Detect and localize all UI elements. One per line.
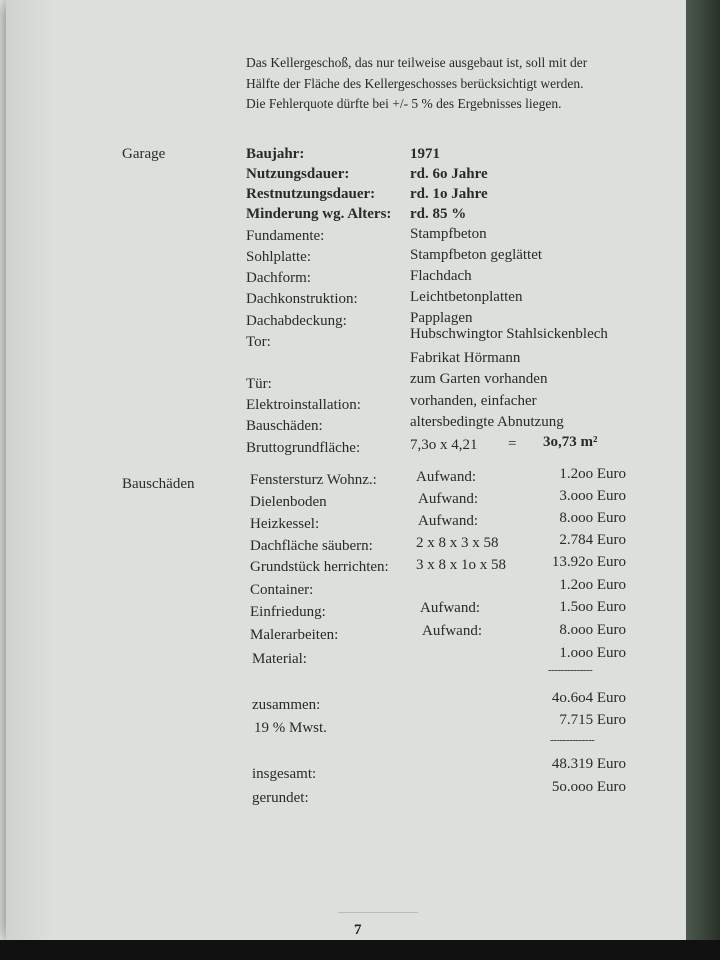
garage-value-restnutzungsdauer: rd. 1o Jahre	[410, 186, 488, 202]
garage-label-tuer: Tür:	[246, 376, 272, 392]
garage-label-restnutzungsdauer: Restnutzungsdauer:	[246, 186, 376, 202]
vat-label: 19 % Mwst.	[254, 720, 327, 736]
background-bottom	[0, 940, 720, 960]
damage-label-heizkessel: Heizkessel:	[250, 516, 320, 532]
damage-label-malerarbeiten: Malerarbeiten:	[250, 627, 339, 643]
section-heading-bauschaeden: Bauschäden	[122, 476, 195, 492]
garage-value-baujahr: 1971	[410, 146, 440, 162]
damage-detail-grundstueck: 3 x 8 x 1o x 58	[416, 557, 506, 573]
damage-amount-grundstueck: 13.92o Euro	[551, 554, 626, 570]
damage-detail-malerarbeiten: Aufwand:	[422, 623, 482, 639]
garage-label-minderung: Minderung wg. Alters:	[246, 206, 392, 222]
garage-value-nutzungsdauer: rd. 6o Jahre	[410, 166, 488, 182]
damage-label-grundstueck: Grundstück herrichten:	[250, 559, 389, 575]
damage-label-container: Container:	[250, 582, 314, 598]
damage-amount-container: 1.2oo Euro	[559, 577, 626, 593]
damage-detail-einfriedung: Aufwand:	[420, 600, 480, 616]
garage-value-minderung: rd. 85 %	[410, 206, 467, 222]
damage-amount-malerarbeiten: 8.ooo Euro	[559, 622, 626, 638]
garage-value-dachabdeckung: Papplagen	[410, 310, 473, 326]
garage-value-tor-fabrikat: Fabrikat Hörmann	[410, 350, 521, 366]
garage-value-sohlplatte: Stampfbeton geglättet	[410, 247, 543, 263]
garage-label-fundamente: Fundamente:	[246, 228, 325, 244]
vat-amount: 7.715 Euro	[559, 712, 626, 728]
garage-value-tor: Hubschwingtor Stahlsickenblech	[410, 326, 608, 342]
damage-amount-material: 1.ooo Euro	[559, 645, 626, 661]
garage-area-calc: 7,3o x 4,21	[410, 437, 478, 453]
total-label: insgesamt:	[252, 766, 317, 782]
damage-detail-heizkessel: Aufwand:	[418, 513, 478, 529]
damage-label-fenstersturz: Fenstersturz Wohnz.:	[250, 472, 377, 488]
garage-label-elektro: Elektroinstallation:	[246, 397, 361, 413]
separator-line-1: --------------	[548, 664, 593, 676]
damage-amount-einfriedung: 1.5oo Euro	[559, 599, 626, 615]
garage-value-bauschaeden: altersbedingte Abnutzung	[410, 414, 564, 430]
page-number: 7	[354, 922, 362, 938]
subtotal-label: zusammen:	[252, 697, 321, 713]
damage-amount-heizkessel: 8.ooo Euro	[559, 510, 626, 526]
garage-area-result: 3o,73 m²	[543, 434, 598, 450]
garage-label-dachabdeckung: Dachabdeckung:	[246, 313, 347, 329]
section-heading-garage: Garage	[122, 146, 166, 162]
damage-label-dachflaeche: Dachfläche säubern:	[250, 538, 373, 554]
garage-value-fundamente: Stampfbeton	[410, 226, 487, 242]
garage-value-elektro: vorhanden, einfacher	[410, 393, 537, 409]
garage-value-dachkonstruktion: Leichtbetonplatten	[410, 289, 523, 305]
intro-line-2: Hälfte der Fläche des Kellergeschosses berücksichtigt werden.	[246, 76, 584, 91]
damage-label-material: Material:	[252, 651, 307, 667]
footer-rule	[338, 912, 418, 913]
damage-amount-dachflaeche: 2.784 Euro	[559, 532, 626, 548]
page-gutter-shadow	[6, 0, 54, 940]
rounded-label: gerundet:	[252, 790, 309, 806]
damage-amount-fenstersturz: 1.2oo Euro	[559, 466, 626, 482]
garage-area-equals: =	[508, 436, 517, 452]
damage-label-dielenboden: Dielenboden	[250, 494, 327, 510]
garage-label-bruttogrundflaeche: Bruttogrundfläche:	[246, 440, 361, 456]
garage-label-baujahr: Baujahr:	[246, 146, 305, 162]
garage-value-dachform: Flachdach	[410, 268, 472, 284]
damage-detail-dielenboden: Aufwand:	[418, 491, 478, 507]
damage-detail-fenstersturz: Aufwand:	[416, 469, 476, 485]
intro-line-1: Das Kellergeschoß, das nur teilweise ausgebaut ist, soll mit der	[246, 55, 588, 70]
background-surface	[686, 0, 720, 960]
garage-label-sohlplatte: Sohlplatte:	[246, 249, 311, 265]
subtotal-amount: 4o.6o4 Euro	[551, 690, 626, 706]
total-amount: 48.319 Euro	[551, 756, 626, 772]
damage-detail-dachflaeche: 2 x 8 x 3 x 58	[416, 535, 499, 551]
garage-value-tuer: zum Garten vorhanden	[410, 371, 548, 387]
garage-label-dachform: Dachform:	[246, 270, 311, 286]
damage-label-einfriedung: Einfriedung:	[250, 604, 326, 620]
garage-label-nutzungsdauer: Nutzungsdauer:	[246, 166, 350, 182]
intro-line-3: Die Fehlerquote dürfte bei +/- 5 % des Ergebnisses liegen.	[246, 96, 562, 111]
garage-label-bauschaeden: Bauschäden:	[246, 418, 323, 434]
separator-line-2: --------------	[550, 734, 595, 746]
garage-label-tor: Tor:	[246, 334, 271, 350]
damage-amount-dielenboden: 3.ooo Euro	[559, 488, 626, 504]
rounded-amount: 5o.ooo Euro	[551, 779, 626, 795]
garage-label-dachkonstruktion: Dachkonstruktion:	[246, 291, 358, 307]
